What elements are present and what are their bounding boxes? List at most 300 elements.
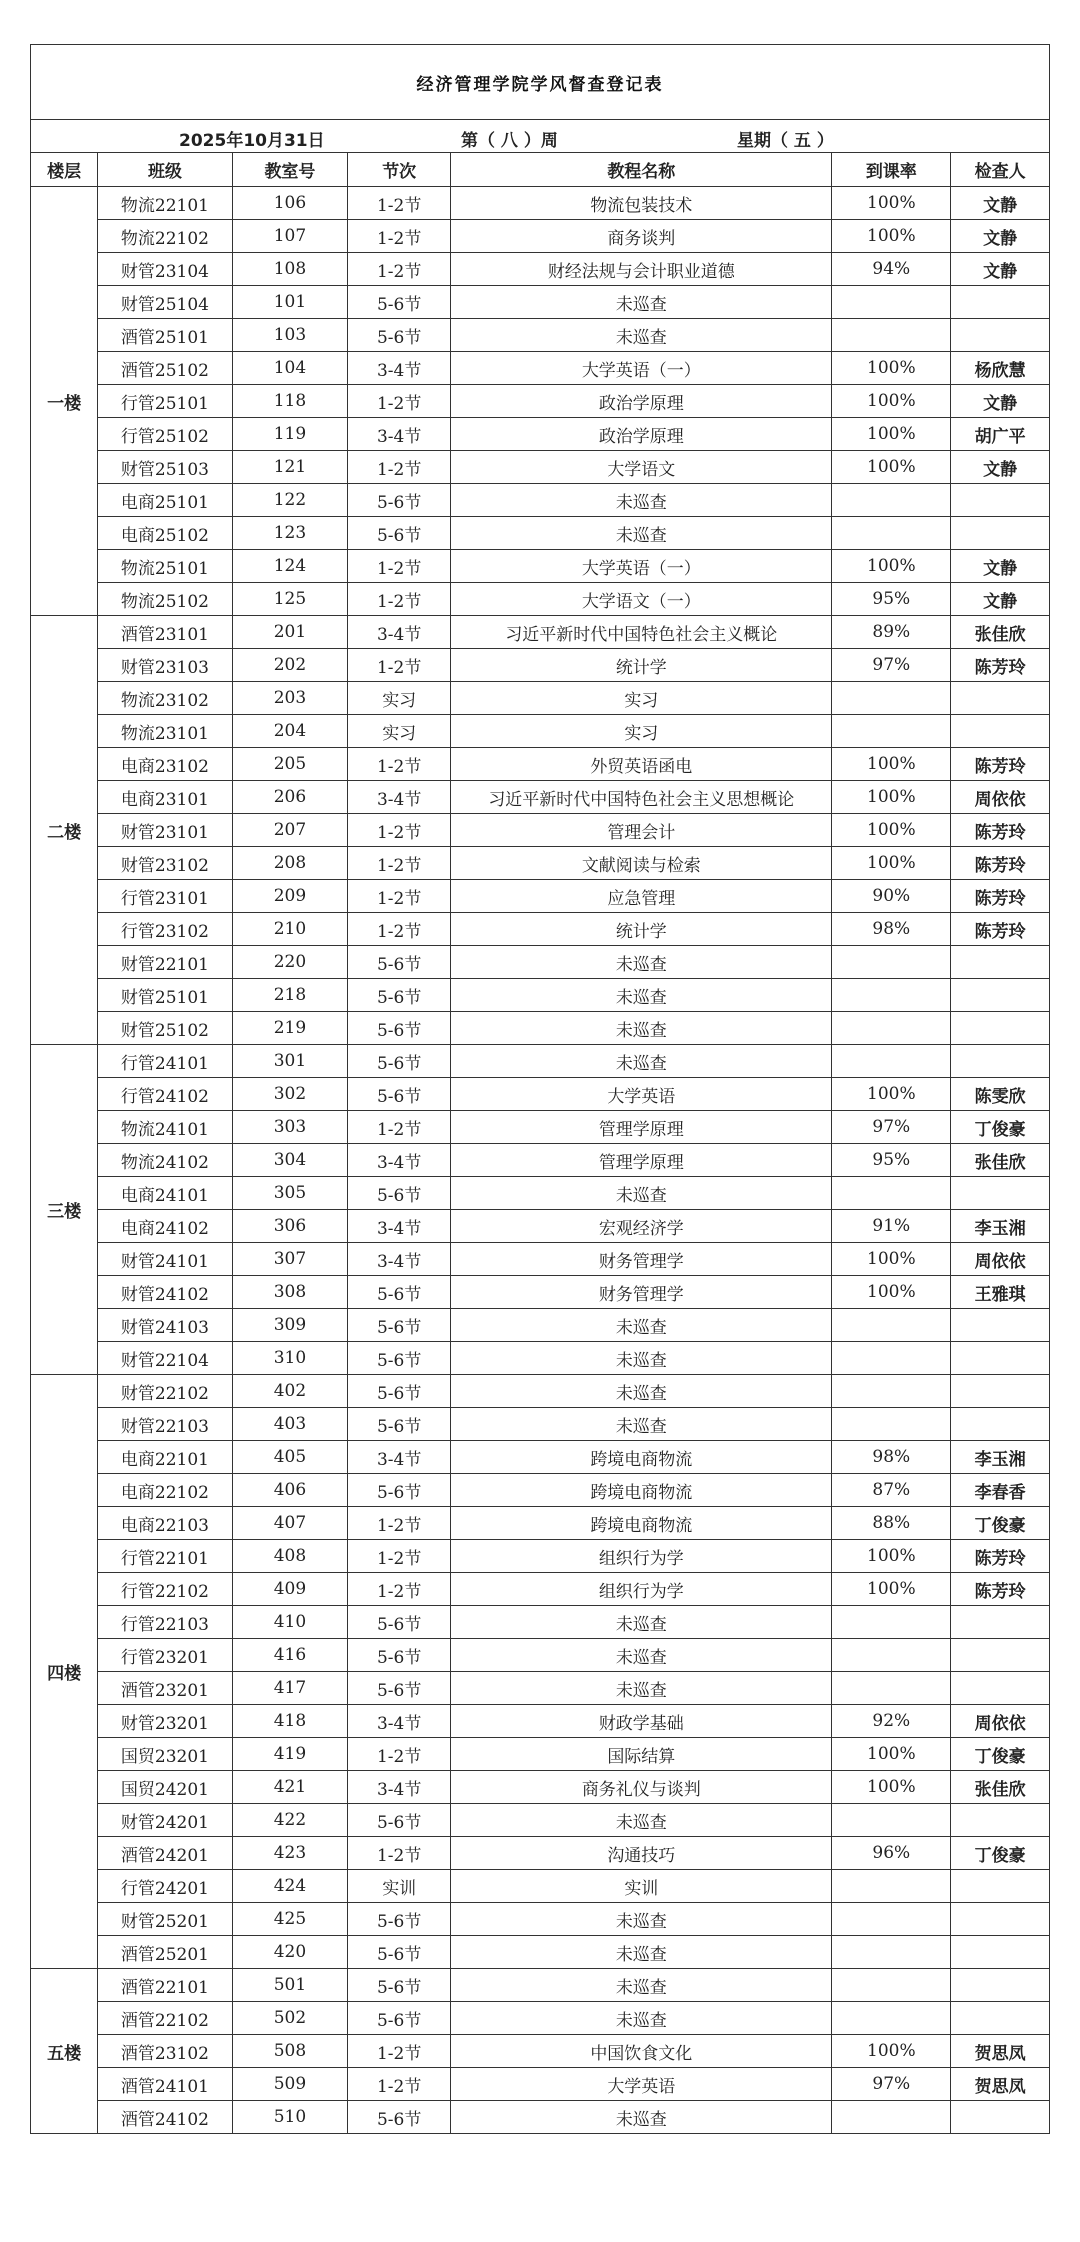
room-cell: 125 (232, 583, 348, 616)
inspector-cell (951, 1309, 1050, 1342)
class-cell: 行管23101 (98, 880, 232, 913)
table-row (31, 1672, 1050, 1705)
attendance-cell: 100% (832, 1078, 951, 1111)
room-cell: 301 (232, 1045, 348, 1078)
class-cell: 财管24101 (98, 1243, 232, 1276)
room-cell: 409 (232, 1573, 348, 1606)
attendance-cell (832, 946, 951, 979)
table-row (31, 979, 1050, 1012)
inspector-cell (951, 1969, 1050, 2002)
room-cell: 510 (232, 2101, 348, 2134)
period-cell: 1-2节 (348, 2068, 451, 2101)
course-cell: 沟通技巧 (451, 1837, 832, 1870)
header-period: 节次 (348, 153, 451, 187)
class-cell: 物流24101 (98, 1111, 232, 1144)
class-cell: 行管24201 (98, 1870, 232, 1903)
course-cell: 未巡查 (451, 1969, 832, 2002)
course-cell: 大学英语（一） (451, 352, 832, 385)
attendance-cell: 87% (832, 1474, 951, 1507)
room-cell: 206 (232, 781, 348, 814)
inspector-cell (951, 1375, 1050, 1408)
inspector-cell (951, 286, 1050, 319)
room-cell: 203 (232, 682, 348, 715)
course-cell: 应急管理 (451, 880, 832, 913)
period-cell: 3-4节 (348, 1210, 451, 1243)
class-cell: 电商23101 (98, 781, 232, 814)
attendance-cell: 97% (832, 649, 951, 682)
info-bar (31, 120, 1050, 153)
attendance-cell: 100% (832, 1573, 951, 1606)
attendance-cell (832, 517, 951, 550)
inspector-cell: 李春香 (951, 1474, 1050, 1507)
room-cell: 305 (232, 1177, 348, 1210)
course-cell: 财经法规与会计职业道德 (451, 253, 832, 286)
room-cell: 119 (232, 418, 348, 451)
table-row (31, 2068, 1050, 2101)
class-cell: 电商23102 (98, 748, 232, 781)
table-row (31, 649, 1050, 682)
table-row (31, 319, 1050, 352)
table-row (31, 1012, 1050, 1045)
period-cell: 5-6节 (348, 484, 451, 517)
table-row (31, 1573, 1050, 1606)
table-row (31, 847, 1050, 880)
period-cell: 1-2节 (348, 2035, 451, 2068)
room-cell: 410 (232, 1606, 348, 1639)
class-cell: 财管23102 (98, 847, 232, 880)
table-row (31, 2002, 1050, 2035)
class-cell: 物流22102 (98, 220, 232, 253)
attendance-cell: 100% (832, 1276, 951, 1309)
inspector-cell (951, 1606, 1050, 1639)
attendance-cell: 98% (832, 913, 951, 946)
inspector-cell (951, 1936, 1050, 1969)
course-cell: 文献阅读与检索 (451, 847, 832, 880)
attendance-cell: 100% (832, 2035, 951, 2068)
inspector-cell (951, 1639, 1050, 1672)
course-cell: 财务管理学 (451, 1276, 832, 1309)
table-row (31, 1507, 1050, 1540)
title-row (31, 45, 1050, 120)
inspector-cell (951, 1672, 1050, 1705)
period-cell: 1-2节 (348, 220, 451, 253)
inspector-cell: 文静 (951, 187, 1050, 220)
attendance-cell: 100% (832, 352, 951, 385)
inspector-cell (951, 1870, 1050, 1903)
room-cell: 121 (232, 451, 348, 484)
class-cell: 电商25101 (98, 484, 232, 517)
table-row (31, 2035, 1050, 2068)
period-cell: 3-4节 (348, 1243, 451, 1276)
attendance-cell: 100% (832, 187, 951, 220)
info-row (31, 120, 1050, 153)
room-cell: 509 (232, 2068, 348, 2101)
inspector-cell: 丁俊豪 (951, 1507, 1050, 1540)
class-cell: 国贸23201 (98, 1738, 232, 1771)
attendance-cell (832, 2002, 951, 2035)
room-cell: 123 (232, 517, 348, 550)
attendance-cell (832, 286, 951, 319)
period-cell: 5-6节 (348, 1672, 451, 1705)
course-cell: 跨境电商物流 (451, 1507, 832, 1540)
room-cell: 101 (232, 286, 348, 319)
class-cell: 酒管24201 (98, 1837, 232, 1870)
class-cell: 酒管23102 (98, 2035, 232, 2068)
table-row (31, 1045, 1050, 1078)
room-cell: 417 (232, 1672, 348, 1705)
table-row (31, 1375, 1050, 1408)
floor-label: 五楼 (31, 1969, 98, 2134)
attendance-cell (832, 1969, 951, 2002)
inspector-cell (951, 682, 1050, 715)
course-cell: 未巡查 (451, 1903, 832, 1936)
course-cell: 大学语文 (451, 451, 832, 484)
attendance-cell (832, 1012, 951, 1045)
table-row (31, 715, 1050, 748)
period-cell: 5-6节 (348, 1078, 451, 1111)
period-cell: 1-2节 (348, 1111, 451, 1144)
course-cell: 国际结算 (451, 1738, 832, 1771)
room-cell: 106 (232, 187, 348, 220)
class-cell: 财管23101 (98, 814, 232, 847)
attendance-cell: 98% (832, 1441, 951, 1474)
period-cell: 1-2节 (348, 1837, 451, 1870)
header-floor: 楼层 (31, 153, 98, 187)
course-cell: 习近平新时代中国特色社会主义概论 (451, 616, 832, 649)
period-cell: 实习 (348, 715, 451, 748)
course-cell: 未巡查 (451, 1606, 832, 1639)
class-cell: 财管22101 (98, 946, 232, 979)
class-cell: 财管25102 (98, 1012, 232, 1045)
course-cell: 管理会计 (451, 814, 832, 847)
course-cell: 未巡查 (451, 1639, 832, 1672)
course-cell: 实习 (451, 682, 832, 715)
table-row (31, 1936, 1050, 1969)
room-cell: 210 (232, 913, 348, 946)
header-inspector: 检查人 (951, 153, 1050, 187)
course-cell: 政治学原理 (451, 418, 832, 451)
course-cell: 未巡查 (451, 319, 832, 352)
inspector-cell: 陈芳玲 (951, 847, 1050, 880)
inspector-cell: 陈芳玲 (951, 913, 1050, 946)
attendance-cell (832, 1672, 951, 1705)
course-cell: 未巡查 (451, 2101, 832, 2134)
class-cell: 电商22102 (98, 1474, 232, 1507)
room-cell: 107 (232, 220, 348, 253)
table-row (31, 418, 1050, 451)
attendance-cell (832, 1309, 951, 1342)
period-cell: 1-2节 (348, 649, 451, 682)
inspector-cell: 杨欣慧 (951, 352, 1050, 385)
table-row (31, 451, 1050, 484)
inspector-cell: 陈芳玲 (951, 1573, 1050, 1606)
class-cell: 物流25101 (98, 550, 232, 583)
course-cell: 未巡查 (451, 979, 832, 1012)
course-cell: 大学英语 (451, 2068, 832, 2101)
course-cell: 商务礼仪与谈判 (451, 1771, 832, 1804)
course-cell: 外贸英语函电 (451, 748, 832, 781)
room-cell: 502 (232, 2002, 348, 2035)
period-cell: 实习 (348, 682, 451, 715)
course-cell: 政治学原理 (451, 385, 832, 418)
table-row (31, 814, 1050, 847)
week-label: 第（ 八 ）周 (461, 131, 558, 151)
room-cell: 403 (232, 1408, 348, 1441)
attendance-cell (832, 682, 951, 715)
period-cell: 5-6节 (348, 1639, 451, 1672)
table-row (31, 946, 1050, 979)
class-cell: 财管25103 (98, 451, 232, 484)
period-cell: 3-4节 (348, 1144, 451, 1177)
class-cell: 物流24102 (98, 1144, 232, 1177)
course-cell: 未巡查 (451, 1672, 832, 1705)
period-cell: 5-6节 (348, 1276, 451, 1309)
room-cell: 402 (232, 1375, 348, 1408)
attendance-cell: 88% (832, 1507, 951, 1540)
course-cell: 实训 (451, 1870, 832, 1903)
period-cell: 5-6节 (348, 1012, 451, 1045)
table-row (31, 1606, 1050, 1639)
table-row (31, 1540, 1050, 1573)
inspector-cell: 李玉湘 (951, 1441, 1050, 1474)
class-cell: 财管23201 (98, 1705, 232, 1738)
inspector-cell: 张佳欣 (951, 1771, 1050, 1804)
period-cell: 5-6节 (348, 1804, 451, 1837)
inspector-cell: 丁俊豪 (951, 1738, 1050, 1771)
attendance-cell (832, 1045, 951, 1078)
table-row (31, 1969, 1050, 2002)
course-cell: 物流包装技术 (451, 187, 832, 220)
room-cell: 209 (232, 880, 348, 913)
attendance-cell: 100% (832, 1540, 951, 1573)
room-cell: 307 (232, 1243, 348, 1276)
class-cell: 行管24101 (98, 1045, 232, 1078)
course-cell: 跨境电商物流 (451, 1474, 832, 1507)
inspector-cell (951, 1045, 1050, 1078)
table-row (31, 781, 1050, 814)
inspector-cell: 文静 (951, 220, 1050, 253)
table-row (31, 1738, 1050, 1771)
room-cell: 422 (232, 1804, 348, 1837)
room-cell: 423 (232, 1837, 348, 1870)
course-cell: 跨境电商物流 (451, 1441, 832, 1474)
room-cell: 303 (232, 1111, 348, 1144)
class-cell: 财管25201 (98, 1903, 232, 1936)
period-cell: 3-4节 (348, 781, 451, 814)
period-cell: 5-6节 (348, 286, 451, 319)
period-cell: 5-6节 (348, 1408, 451, 1441)
class-cell: 酒管25102 (98, 352, 232, 385)
inspector-cell: 贺思凤 (951, 2068, 1050, 2101)
inspector-cell: 周依依 (951, 1243, 1050, 1276)
course-cell: 宏观经济学 (451, 1210, 832, 1243)
floor-label: 三楼 (31, 1045, 98, 1375)
attendance-cell (832, 2101, 951, 2134)
course-cell: 商务谈判 (451, 220, 832, 253)
inspector-cell (951, 2101, 1050, 2134)
inspector-cell: 文静 (951, 385, 1050, 418)
inspector-cell: 丁俊豪 (951, 1837, 1050, 1870)
page-title: 经济管理学院学风督查登记表 (31, 45, 1050, 120)
room-cell: 219 (232, 1012, 348, 1045)
room-cell: 310 (232, 1342, 348, 1375)
table-row (31, 1474, 1050, 1507)
inspector-cell (951, 517, 1050, 550)
inspector-cell: 陈芳玲 (951, 649, 1050, 682)
class-cell: 酒管25101 (98, 319, 232, 352)
course-cell: 统计学 (451, 649, 832, 682)
period-cell: 3-4节 (348, 418, 451, 451)
class-cell: 行管25102 (98, 418, 232, 451)
room-cell: 205 (232, 748, 348, 781)
room-cell: 405 (232, 1441, 348, 1474)
table-row (31, 1771, 1050, 1804)
inspector-cell: 陈雯欣 (951, 1078, 1050, 1111)
inspector-cell (951, 1342, 1050, 1375)
period-cell: 5-6节 (348, 1969, 451, 2002)
table-row (31, 286, 1050, 319)
inspector-cell (951, 946, 1050, 979)
table-row (31, 352, 1050, 385)
attendance-cell: 100% (832, 748, 951, 781)
header-course: 教程名称 (451, 153, 832, 187)
course-cell: 未巡查 (451, 1309, 832, 1342)
class-cell: 财管22102 (98, 1375, 232, 1408)
attendance-cell: 91% (832, 1210, 951, 1243)
room-cell: 204 (232, 715, 348, 748)
course-cell: 未巡查 (451, 1177, 832, 1210)
class-cell: 行管23102 (98, 913, 232, 946)
class-cell: 财管22103 (98, 1408, 232, 1441)
table-row (31, 913, 1050, 946)
table-row (31, 583, 1050, 616)
course-cell: 财政学基础 (451, 1705, 832, 1738)
header-room: 教室号 (232, 153, 348, 187)
room-cell: 406 (232, 1474, 348, 1507)
inspector-cell (951, 319, 1050, 352)
period-cell: 1-2节 (348, 550, 451, 583)
inspector-cell (951, 715, 1050, 748)
period-cell: 3-4节 (348, 616, 451, 649)
attendance-cell (832, 1177, 951, 1210)
period-cell: 5-6节 (348, 1177, 451, 1210)
attendance-cell: 100% (832, 847, 951, 880)
attendance-cell (832, 979, 951, 1012)
course-cell: 统计学 (451, 913, 832, 946)
inspector-cell: 陈芳玲 (951, 748, 1050, 781)
period-cell: 5-6节 (348, 1375, 451, 1408)
attendance-cell: 100% (832, 781, 951, 814)
attendance-cell (832, 1342, 951, 1375)
attendance-cell: 96% (832, 1837, 951, 1870)
attendance-cell: 100% (832, 451, 951, 484)
period-cell: 3-4节 (348, 1441, 451, 1474)
class-cell: 行管24102 (98, 1078, 232, 1111)
room-cell: 304 (232, 1144, 348, 1177)
attendance-cell (832, 1639, 951, 1672)
class-cell: 电商24102 (98, 1210, 232, 1243)
inspector-cell (951, 2002, 1050, 2035)
class-cell: 财管25104 (98, 286, 232, 319)
course-cell: 管理学原理 (451, 1144, 832, 1177)
attendance-cell: 95% (832, 1144, 951, 1177)
room-cell: 218 (232, 979, 348, 1012)
table-row (31, 1078, 1050, 1111)
attendance-cell: 100% (832, 1738, 951, 1771)
class-cell: 行管22101 (98, 1540, 232, 1573)
period-cell: 5-6节 (348, 2002, 451, 2035)
attendance-cell (832, 1606, 951, 1639)
inspector-cell: 陈芳玲 (951, 814, 1050, 847)
attendance-cell (832, 319, 951, 352)
course-cell: 中国饮食文化 (451, 2035, 832, 2068)
room-cell: 207 (232, 814, 348, 847)
course-cell: 实习 (451, 715, 832, 748)
course-cell: 未巡查 (451, 1936, 832, 1969)
inspector-cell: 李玉湘 (951, 1210, 1050, 1243)
inspector-cell: 胡广平 (951, 418, 1050, 451)
course-cell: 组织行为学 (451, 1540, 832, 1573)
attendance-cell: 100% (832, 418, 951, 451)
class-cell: 财管24201 (98, 1804, 232, 1837)
room-cell: 407 (232, 1507, 348, 1540)
inspector-cell (951, 1903, 1050, 1936)
class-cell: 行管22102 (98, 1573, 232, 1606)
table-row (31, 1408, 1050, 1441)
period-cell: 5-6节 (348, 1903, 451, 1936)
inspector-cell: 张佳欣 (951, 1144, 1050, 1177)
period-cell: 5-6节 (348, 1309, 451, 1342)
attendance-cell (832, 1375, 951, 1408)
course-cell: 财务管理学 (451, 1243, 832, 1276)
class-cell: 行管25101 (98, 385, 232, 418)
attendance-cell: 94% (832, 253, 951, 286)
class-cell: 酒管22101 (98, 1969, 232, 2002)
period-cell: 1-2节 (348, 1573, 451, 1606)
inspector-cell (951, 979, 1050, 1012)
table-row (31, 1144, 1050, 1177)
room-cell: 424 (232, 1870, 348, 1903)
period-cell: 实训 (348, 1870, 451, 1903)
table-row (31, 550, 1050, 583)
table-row (31, 1309, 1050, 1342)
room-cell: 122 (232, 484, 348, 517)
inspector-cell: 丁俊豪 (951, 1111, 1050, 1144)
class-cell: 酒管24102 (98, 2101, 232, 2134)
inspector-cell: 周依依 (951, 781, 1050, 814)
table-row (31, 1639, 1050, 1672)
class-cell: 财管23104 (98, 253, 232, 286)
attendance-cell (832, 1936, 951, 1969)
inspector-cell: 陈芳玲 (951, 880, 1050, 913)
room-cell: 501 (232, 1969, 348, 2002)
attendance-cell: 100% (832, 814, 951, 847)
class-cell: 行管22103 (98, 1606, 232, 1639)
course-cell: 未巡查 (451, 517, 832, 550)
table-row (31, 1111, 1050, 1144)
period-cell: 1-2节 (348, 1738, 451, 1771)
class-cell: 物流23102 (98, 682, 232, 715)
period-cell: 5-6节 (348, 979, 451, 1012)
table-row (31, 880, 1050, 913)
table-row (31, 1243, 1050, 1276)
class-cell: 电商22103 (98, 1507, 232, 1540)
course-cell: 大学英语（一） (451, 550, 832, 583)
course-cell: 未巡查 (451, 1045, 832, 1078)
inspector-cell: 王雅琪 (951, 1276, 1050, 1309)
table-row (31, 1837, 1050, 1870)
room-cell: 419 (232, 1738, 348, 1771)
